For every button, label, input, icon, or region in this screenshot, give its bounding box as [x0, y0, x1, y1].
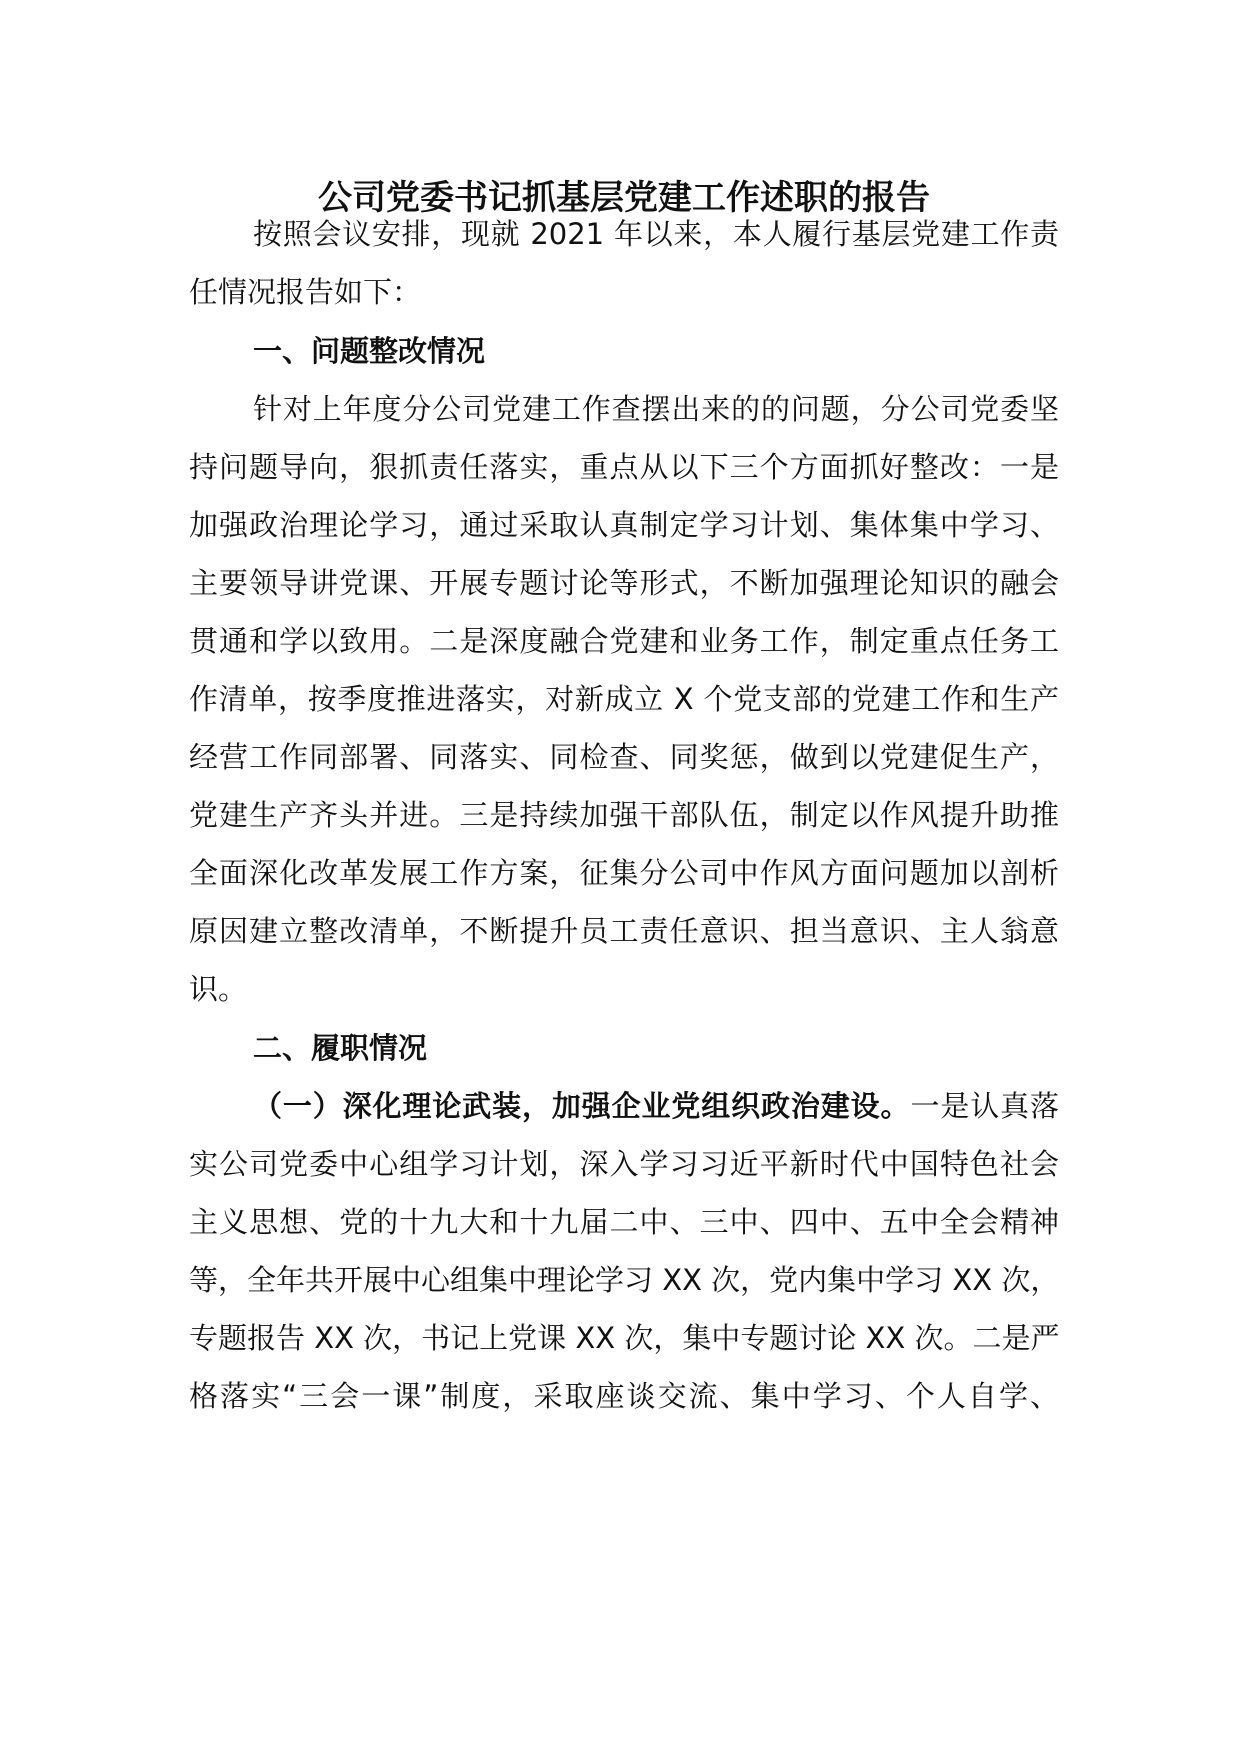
section1-line-4: 主要领导讲党课、开展专题讨论等形式，不断加强理论知识的融会: [189, 566, 1059, 600]
section1-line-2: 持问题导向，狠抓责任落实，重点从以下三个方面抓好整改：一是: [189, 450, 1059, 484]
subsection-text-start: 一是认真落: [910, 1089, 1059, 1123]
section1-line-1: 针对上年度分公司党建工作查摆出来的的问题，分公司党委坚: [253, 392, 1059, 426]
section2-line-6: 格落实“三会一课”制度，采取座谈交流、集中学习、个人自学、: [189, 1379, 1059, 1413]
section1-line-5: 贯通和学以致用。二是深度融合党建和业务工作，制定重点任务工: [189, 624, 1059, 658]
section1-line-9: 全面深化改革发展工作方案，征集分公司中作风方面问题加以剖析: [189, 856, 1059, 890]
section1-line-7: 经营工作同部署、同落实、同检查、同奖惩，做到以党建促生产，: [189, 740, 1059, 774]
section2-line-2: 实公司党委中心组学习计划，深入学习习近平新时代中国特色社会: [189, 1147, 1059, 1181]
section2-line-1: [189, 1086, 1059, 1126]
subsection-heading-1: （一）深化理论武装，加强企业党组织政治建设。: [253, 1089, 911, 1123]
section-heading-2: 二、履职情况: [253, 1031, 428, 1065]
section1-line-11: 识。: [189, 972, 248, 1006]
document-title: 公司党委书记抓基层党建工作述职的报告: [318, 178, 930, 218]
section1-line-3: 加强政治理论学习，通过采取认真制定学习计划、集体集中学习、: [189, 508, 1059, 542]
section2-line-4: 等，全年共开展中心组集中理论学习 XX 次，党内集中学习 XX 次，: [189, 1263, 1060, 1297]
section-heading-1: 一、问题整改情况: [253, 334, 486, 368]
intro-line-1: 按照会议安排，现就 2021 年以来，本人履行基层党建工作责: [253, 217, 1059, 251]
section2-line-3: 主义思想、党的十九大和十九届二中、三中、四中、五中全会精神: [189, 1205, 1059, 1239]
section1-line-6: 作清单，按季度推进落实，对新成立 X 个党支部的党建工作和生产: [189, 682, 1059, 716]
intro-line-2: 任情况报告如下：: [189, 275, 422, 309]
section1-line-10: 原因建立整改清单，不断提升员工责任意识、担当意识、主人翁意: [189, 914, 1059, 948]
section1-line-8: 党建生产齐头并进。三是持续加强干部队伍，制定以作风提升助推: [189, 798, 1059, 832]
section2-line-5: 专题报告 XX 次，书记上党课 XX 次，集中专题讨论 XX 次。二是严: [189, 1321, 1060, 1355]
